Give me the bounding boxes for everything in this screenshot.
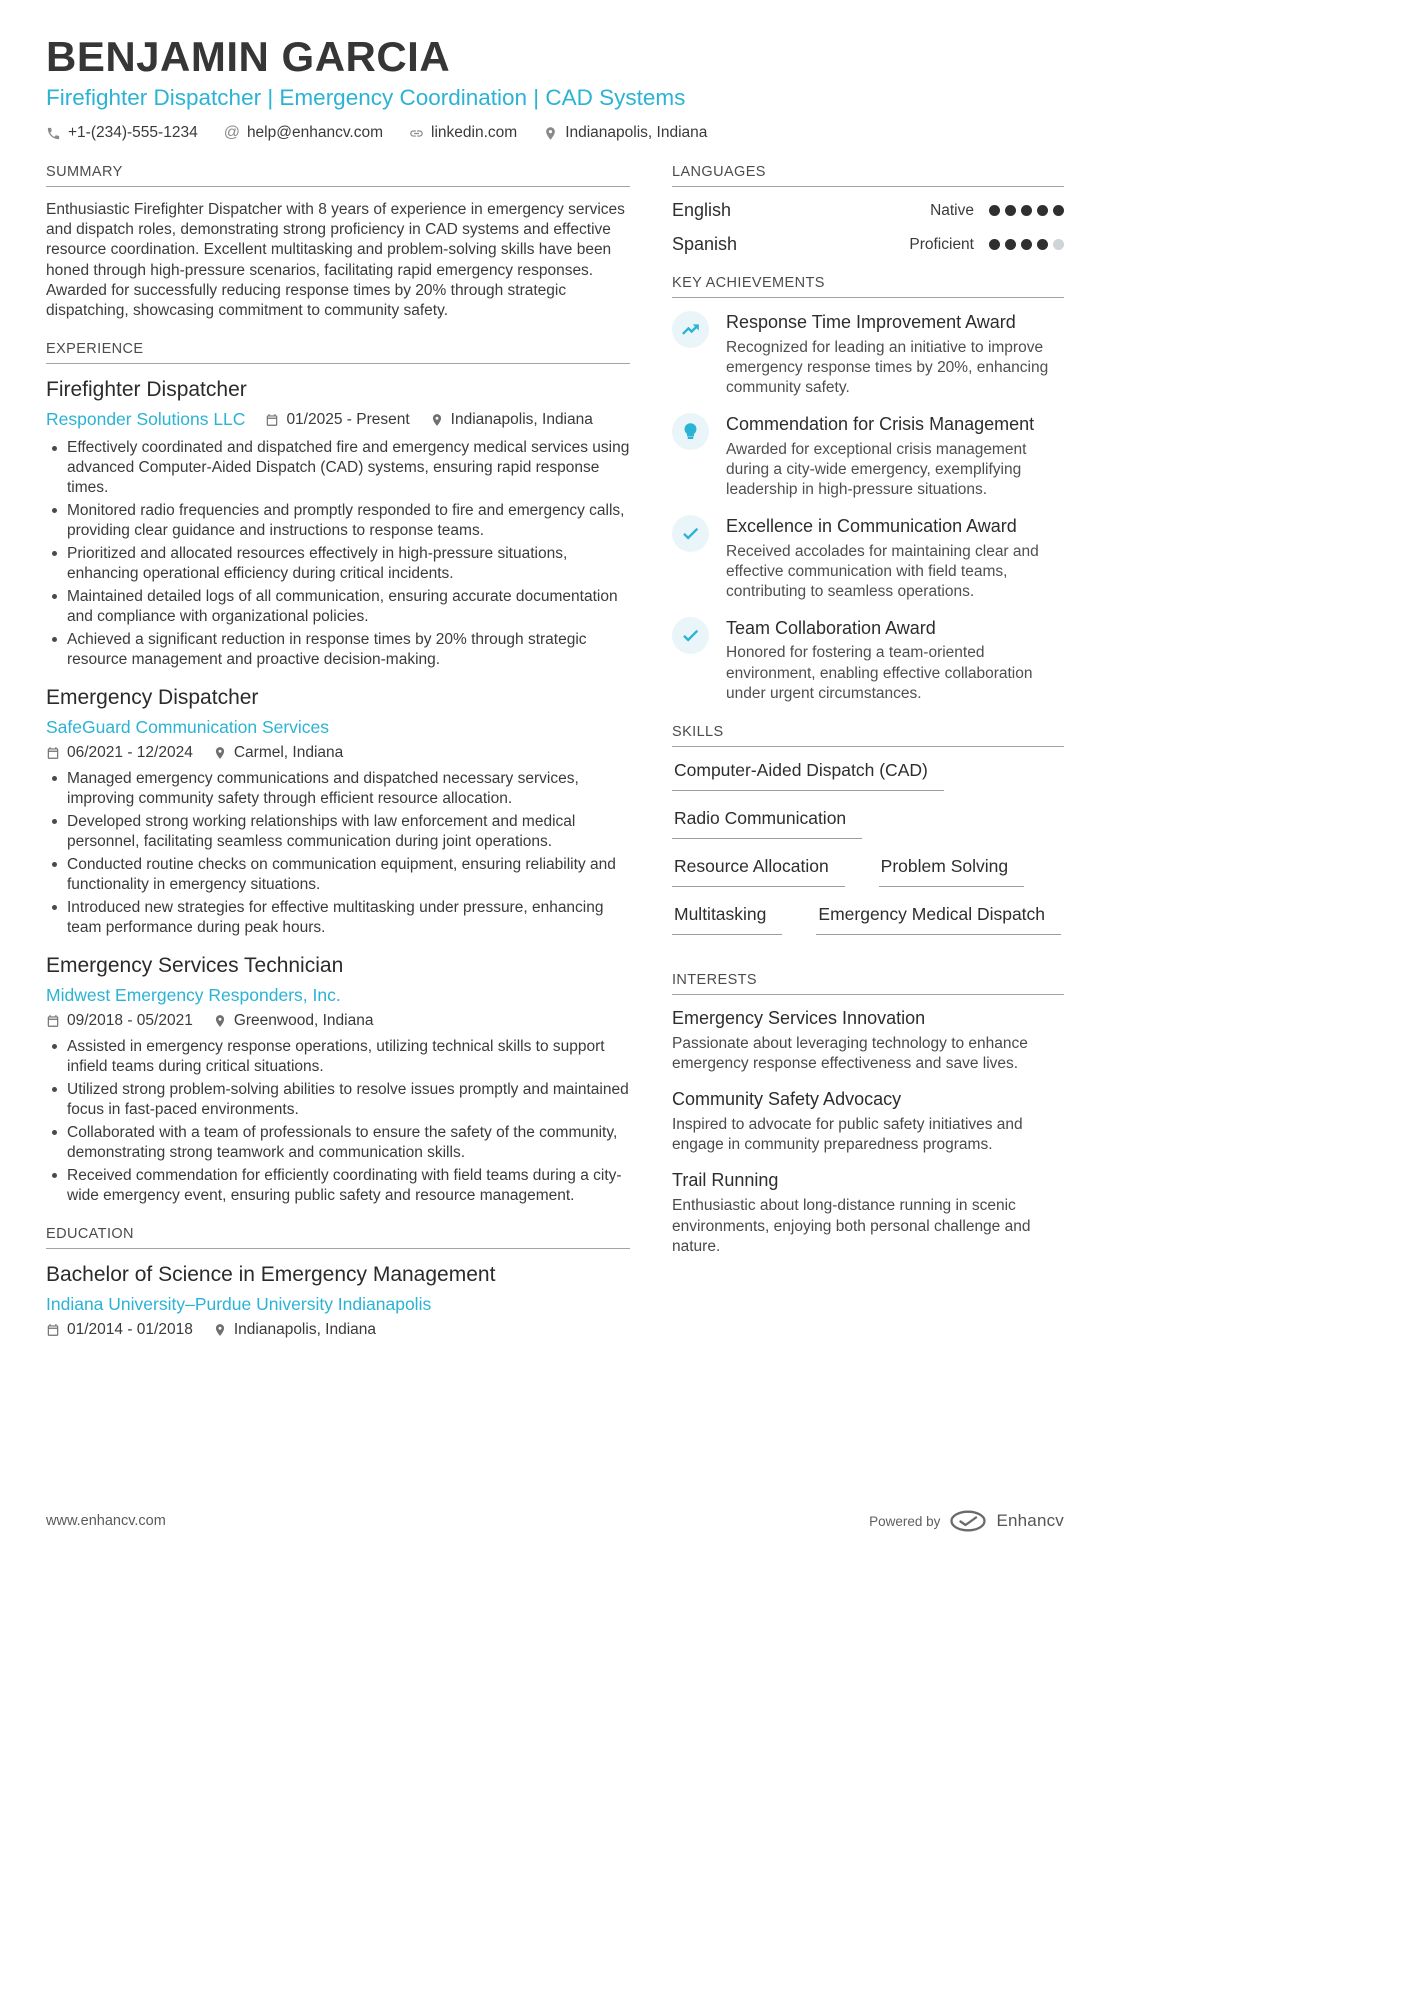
interest-text: Passionate about leveraging technology to enhance emergency response effectiveness and save lives.: [672, 1034, 1028, 1073]
resume-header: [46, 34, 1064, 142]
job-meta: [46, 1012, 630, 1030]
location-icon: [213, 1014, 227, 1028]
skill-item: Computer-Aided Dispatch (CAD): [672, 760, 944, 791]
location-icon: [430, 413, 444, 427]
content-columns: [46, 164, 1064, 1345]
interest-item: [672, 1170, 1064, 1256]
phone-icon: [46, 126, 61, 141]
dates-text: 01/2025 - Present: [286, 410, 410, 428]
level-dot: [989, 239, 1000, 250]
achievement-item: [672, 311, 1064, 398]
powered-by-label: Powered by: [869, 1513, 941, 1529]
check-icon: [681, 626, 700, 645]
dates-text: 06/2021 - 12/2024: [67, 743, 193, 761]
achievement-item: [672, 413, 1064, 500]
linkedin-contact[interactable]: [409, 124, 517, 142]
bullet-item: Collaborated with a team of professionals to ensure the safety of the community, demonstrating strong teamwork and communication skills.: [46, 1123, 630, 1163]
job-entry: [46, 685, 630, 938]
level-dot: [989, 205, 1000, 216]
languages-section: [672, 164, 1064, 255]
enhancv-logo-icon: [949, 1510, 987, 1532]
achievement-title: Commendation for Crisis Management: [726, 414, 1035, 435]
language-name: English: [672, 200, 732, 221]
interest-text: Inspired to advocate for public safety initiatives and engage in community preparedness programs.: [672, 1116, 1023, 1154]
candidate-name: BENJAMIN GARCIA: [46, 33, 451, 80]
language-row: [672, 234, 1064, 255]
job-location: [430, 411, 593, 429]
location-contact: [543, 124, 707, 142]
bullet-item: Achieved a significant reduction in response times by 20% through strategic resource management and proactive decision-making.: [46, 630, 630, 670]
interests-heading: INTERESTS: [672, 972, 1064, 995]
bullet-item: Managed emergency communications and dispatched necessary services, improving community safety through efficient resource allocation.: [46, 769, 630, 809]
enhancv-site-link[interactable]: www.enhancv.com: [46, 1513, 166, 1529]
language-name: Spanish: [672, 234, 738, 255]
page-footer: [46, 1510, 1064, 1532]
interest-text: Enthusiastic about long-distance running in scenic environments, enjoying both personal challenge and nature.: [672, 1197, 1031, 1255]
languages-heading: LANGUAGES: [672, 164, 1064, 187]
check-icon: [681, 524, 700, 543]
skill-item: Radio Communication: [672, 808, 862, 839]
bullet-item: Prioritized and allocated resources effectively in high-pressure situations, enhancing operational efficiency during critical incidents.: [46, 544, 630, 584]
location-text: Indianapolis, Indiana: [450, 410, 593, 428]
language-level-dots: [989, 239, 1064, 250]
job-title: Emergency Dispatcher: [46, 685, 259, 709]
job-location: [213, 1012, 374, 1030]
summary-text: Enthusiastic Firefighter Dispatcher with 8 years of experience in emergency services and dispatch roles, demonstrating strong proficiency in CAD systems and effective resource coordination. Excellent multitasking and problem-solving skills have been honed through high-pressure scenarios, facilitating rapid emergency responses. Awarded for successfully reducing response times by 20% through strategic dispatching, showcasing commitment to community safety.: [46, 201, 625, 319]
level-dot: [1005, 205, 1016, 216]
skill-item: Problem Solving: [879, 856, 1024, 887]
job-entry: [46, 377, 630, 670]
achievement-text: Honored for fostering a team-oriented environment, enabling effective collaboration under urgent circumstances.: [726, 644, 1033, 702]
job-title: Firefighter Dispatcher: [46, 378, 247, 402]
interest-title: Emergency Services Innovation: [672, 1007, 926, 1028]
left-column: [46, 164, 630, 1345]
skills-list: [672, 760, 1064, 952]
achievement-title: Excellence in Communication Award: [726, 516, 1017, 537]
location-text: Indianapolis, Indiana: [233, 1320, 377, 1338]
level-dot: [1021, 239, 1032, 250]
bullet-item: Monitored radio frequencies and promptly responded to fire and emergency calls, providing clear guidance and instructions to response teams.: [46, 501, 630, 541]
job-meta: [46, 744, 630, 762]
lightbulb-icon: [681, 422, 700, 441]
experience-heading: EXPERIENCE: [46, 341, 630, 364]
bullet-item: Maintained detailed logs of all communication, ensuring accurate documentation and compliance with organizational policies.: [46, 587, 630, 627]
level-dot: [1005, 239, 1016, 250]
school-name: Indiana University–Purdue University Indianapolis: [46, 1293, 432, 1314]
skill-item: Multitasking: [672, 904, 782, 935]
email-contact[interactable]: [224, 124, 383, 142]
dates-text: 01/2014 - 01/2018: [67, 1320, 193, 1338]
resume-page: [46, 0, 1064, 1346]
language-level: Proficient: [909, 235, 974, 253]
level-dot: [1021, 205, 1032, 216]
location-icon: [213, 746, 227, 760]
achievements-section: [672, 275, 1064, 704]
experience-section: [46, 341, 630, 1206]
job-bullets: [46, 1037, 630, 1206]
candidate-headline: Firefighter Dispatcher | Emergency Coordination | CAD Systems: [46, 85, 686, 111]
bullet-item: Utilized strong problem-solving abilities to resolve issues promptly and maintained focus in fast-paced environments.: [46, 1080, 630, 1120]
bullet-item: Developed strong working relationships with law enforcement and medical personnel, facilitating seamless communication during joint operations.: [46, 812, 630, 852]
level-dot: [1053, 205, 1064, 216]
achievement-text: Received accolades for maintaining clear and effective communication with field teams, contributing to seamless operations.: [726, 542, 1039, 600]
location-text: Carmel, Indiana: [233, 743, 344, 761]
skills-heading: SKILLS: [672, 724, 1064, 747]
summary-section: [46, 164, 630, 321]
calendar-icon: [265, 413, 279, 427]
language-level: Native: [930, 201, 974, 219]
enhancv-brand-text: Enhancv: [996, 1511, 1064, 1530]
bullet-item: Effectively coordinated and dispatched fire and emergency medical services using advanced Computer-Aided Dispatch (CAD) systems, ensuring rapid response times.: [46, 438, 630, 498]
achievement-title: Response Time Improvement Award: [726, 312, 1016, 333]
level-dot: [1037, 205, 1048, 216]
location-icon: [543, 126, 558, 141]
job-dates: [46, 1012, 193, 1030]
summary-heading: SUMMARY: [46, 164, 630, 187]
job-location: [213, 744, 343, 762]
phone-number: +1-(234)-555-1234: [68, 124, 198, 142]
skill-item: Emergency Medical Dispatch: [816, 904, 1061, 935]
job-bullets: [46, 438, 630, 670]
degree-title: Bachelor of Science in Emergency Management: [46, 1262, 496, 1286]
right-column: [672, 164, 1064, 1272]
linkedin-text: linkedin.com: [431, 124, 518, 142]
achievement-text: Recognized for leading an initiative to improve emergency response times by 20%, enhancing community safety.: [726, 338, 1049, 396]
job-meta: [46, 408, 630, 431]
achievement-item: [672, 515, 1064, 602]
skills-section: [672, 724, 1064, 952]
calendar-icon: [46, 746, 60, 760]
education-dates: [46, 1321, 193, 1339]
education-heading: EDUCATION: [46, 1226, 630, 1249]
company-name: Midwest Emergency Responders, Inc.: [46, 984, 341, 1005]
interest-title: Trail Running: [672, 1170, 779, 1191]
location-text: Indianapolis, Indiana: [565, 124, 708, 142]
job-bullets: [46, 769, 630, 938]
bullet-item: Assisted in emergency response operations, utilizing technical skills to support infield teams during critical situations.: [46, 1037, 630, 1077]
achievement-title: Team Collaboration Award: [726, 617, 936, 638]
powered-by-enhancv[interactable]: [869, 1510, 1064, 1532]
achievements-heading: KEY ACHIEVEMENTS: [672, 275, 1064, 298]
location-icon: [213, 1323, 227, 1337]
bullet-item: Received commendation for efficiently coordinating with field teams during a city-wide emergency event, ensuring public safety and resource management.: [46, 1166, 630, 1206]
trending-up-icon: [681, 320, 700, 339]
achievement-text: Awarded for exceptional crisis management during a city-wide emergency, exemplifying leadership in high-pressure situations.: [726, 440, 1027, 498]
email-address: help@enhancv.com: [246, 124, 384, 142]
level-dot: [1037, 239, 1048, 250]
education-meta: [46, 1321, 630, 1339]
interest-title: Community Safety Advocacy: [672, 1089, 902, 1110]
job-dates: [46, 744, 193, 762]
education-location: [213, 1321, 376, 1339]
dates-text: 09/2018 - 05/2021: [67, 1011, 193, 1029]
interest-item: [672, 1008, 1064, 1074]
email-icon: @: [223, 124, 240, 142]
job-title: Emergency Services Technician: [46, 953, 344, 977]
company-name: SafeGuard Communication Services: [46, 717, 330, 738]
job-dates: [265, 411, 409, 429]
interest-item: [672, 1089, 1064, 1155]
education-section: [46, 1226, 630, 1339]
job-entry: [46, 953, 630, 1206]
company-name: Responder Solutions LLC: [46, 409, 246, 430]
language-level-dots: [989, 205, 1064, 216]
phone-contact[interactable]: [46, 124, 198, 142]
calendar-icon: [46, 1014, 60, 1028]
language-row: [672, 200, 1064, 221]
interests-section: [672, 972, 1064, 1257]
bullet-item: Conducted routine checks on communication equipment, ensuring reliability and functionality in emergency situations.: [46, 855, 630, 895]
link-icon: [409, 126, 424, 141]
contact-row: [46, 124, 1064, 142]
achievement-item: [672, 617, 1064, 704]
level-dot: [1053, 239, 1064, 250]
location-text: Greenwood, Indiana: [233, 1011, 374, 1029]
bullet-item: Introduced new strategies for effective multitasking under pressure, enhancing team performance during peak hours.: [46, 898, 630, 938]
skill-item: Resource Allocation: [672, 856, 845, 887]
calendar-icon: [46, 1323, 60, 1337]
